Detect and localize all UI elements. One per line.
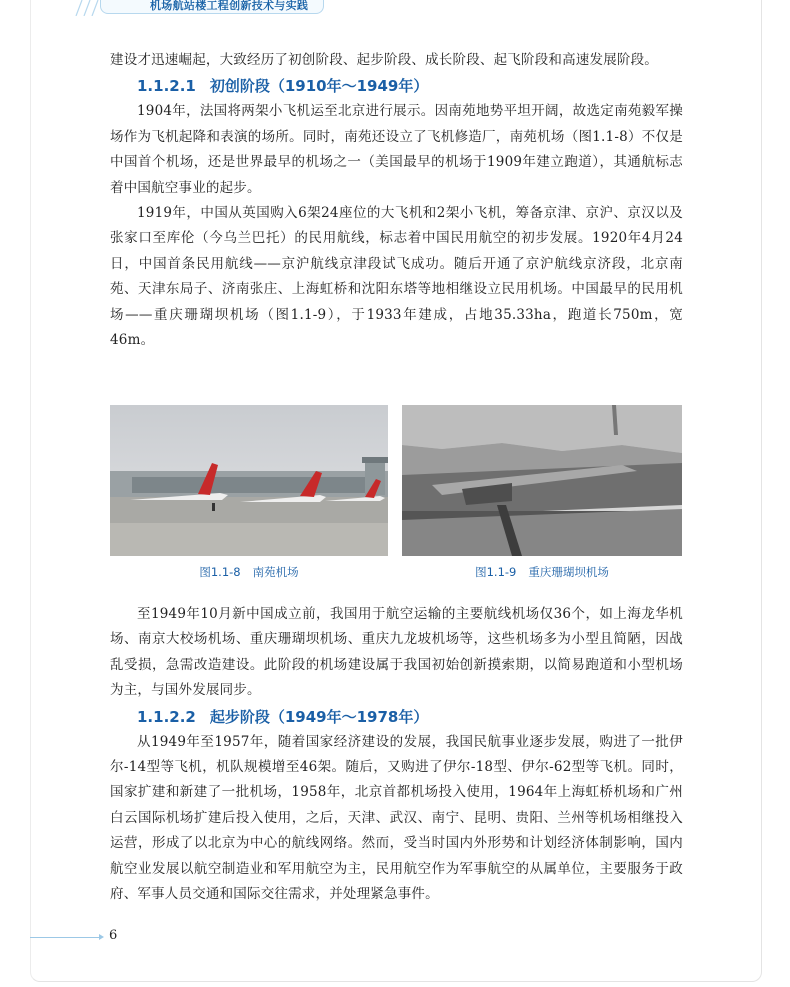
running-header-title: 机场航站楼工程创新技术与实践 (150, 0, 309, 12)
figure-shanhuba-airport (402, 405, 682, 580)
figure-caption (402, 564, 682, 580)
section-number: 1.1.2.2 (137, 707, 196, 726)
paragraph: 1904年，法国将两架小飞机运至北京进行展示。因南苑地势平坦开阔，故选定南苑毅军操场作为飞机起降和表演的场所。同时，南苑还设立了飞机修造厂，南苑机场（图1.1-8）不仅是中国首个机场，还是世界最早的机场之一（美国最早的机场于1909年建立跑道），其通航标志着中国航空事业的起步。 (110, 103, 683, 196)
figure-label: 图1.1-8 (199, 565, 241, 579)
paragraph: 1919年，中国从英国购入6架24座位的大飞机和2架小飞机，筹备京津、京沪、京汉以及张家口至库伦（今乌兰巴托）的民用航线，标志着中国民用航空的初步发展。1920年4月24日，中国首条民用航线——京沪航线京津段试飞成功。随后开通了京沪航线京济段，北京南苑、天津东局子、济南张庄、上海虹桥和沈阳东塔等地相继设立民用机场。中国最早的民用机场——重庆珊瑚坝机场（图1.1-9），于1933年建成，占地35.33ha，跑道长750m，宽46m。 (110, 205, 683, 349)
figure-row (110, 405, 683, 580)
section-title: 初创阶段（1910年～1949年） (209, 77, 429, 96)
figure-caption-text: 重庆珊瑚坝机场 (528, 565, 609, 579)
body-text-top (110, 48, 683, 353)
section-heading-1-1-2-1 (110, 73, 683, 99)
shanhuba-airport-photo (402, 405, 682, 556)
section-heading-1-1-2-2 (110, 704, 683, 730)
section-title: 起步阶段（1949年～1978年） (209, 707, 429, 726)
figure-label: 图1.1-9 (475, 565, 517, 579)
body-text-bottom (110, 602, 683, 907)
section-number: 1.1.2.1 (137, 77, 196, 96)
page-number: 6 (109, 928, 118, 943)
figure-caption (110, 564, 388, 580)
nanyuan-airport-photo (110, 405, 388, 556)
footer-rule (30, 937, 100, 938)
figure-nanyuan-airport (110, 405, 388, 580)
paragraph: 从1949年至1957年，随着国家经济建设的发展，我国民航事业逐步发展，购进了一批伊尔-14型等飞机，机队规模增至46架。随后，又购进了伊尔-18型、伊尔-62型等飞机。同时，国家扩建和新建了一批机场，1958年，北京首都机场投入使用，1964年上海虹桥机场和广州白云国际机场扩建后投入使用，之后，天津、武汉、南宁、昆明、贵阳、兰州等机场相继投入运营，形成了以北京为中心的航线网络。然而，受当时国内外形势和计划经济体制影响，国内航空业发展以航空制造业和军用航空为主，民用航空作为军事航空的从属单位，主要服务于政府、军事人员交通和国际交往需求，并处理紧急事件。 (110, 733, 683, 903)
footer-arrow-icon (99, 934, 104, 940)
intro-paragraph: 建设才迅速崛起，大致经历了初创阶段、起步阶段、成长阶段、起飞阶段和高速发展阶段。 (110, 52, 658, 68)
figure-caption-text: 南苑机场 (252, 565, 299, 579)
paragraph: 至1949年10月新中国成立前，我国用于航空运输的主要航线机场仅36个，如上海龙华机场、南京大校场机场、重庆珊瑚坝机场、重庆九龙坡机场等，这些机场多为小型且简陋，因战乱受损，急需改造建设。此阶段的机场建设属于我国初始创新摸索期，以简易跑道和小型机场为主，与国外发展同步。 (110, 606, 683, 699)
